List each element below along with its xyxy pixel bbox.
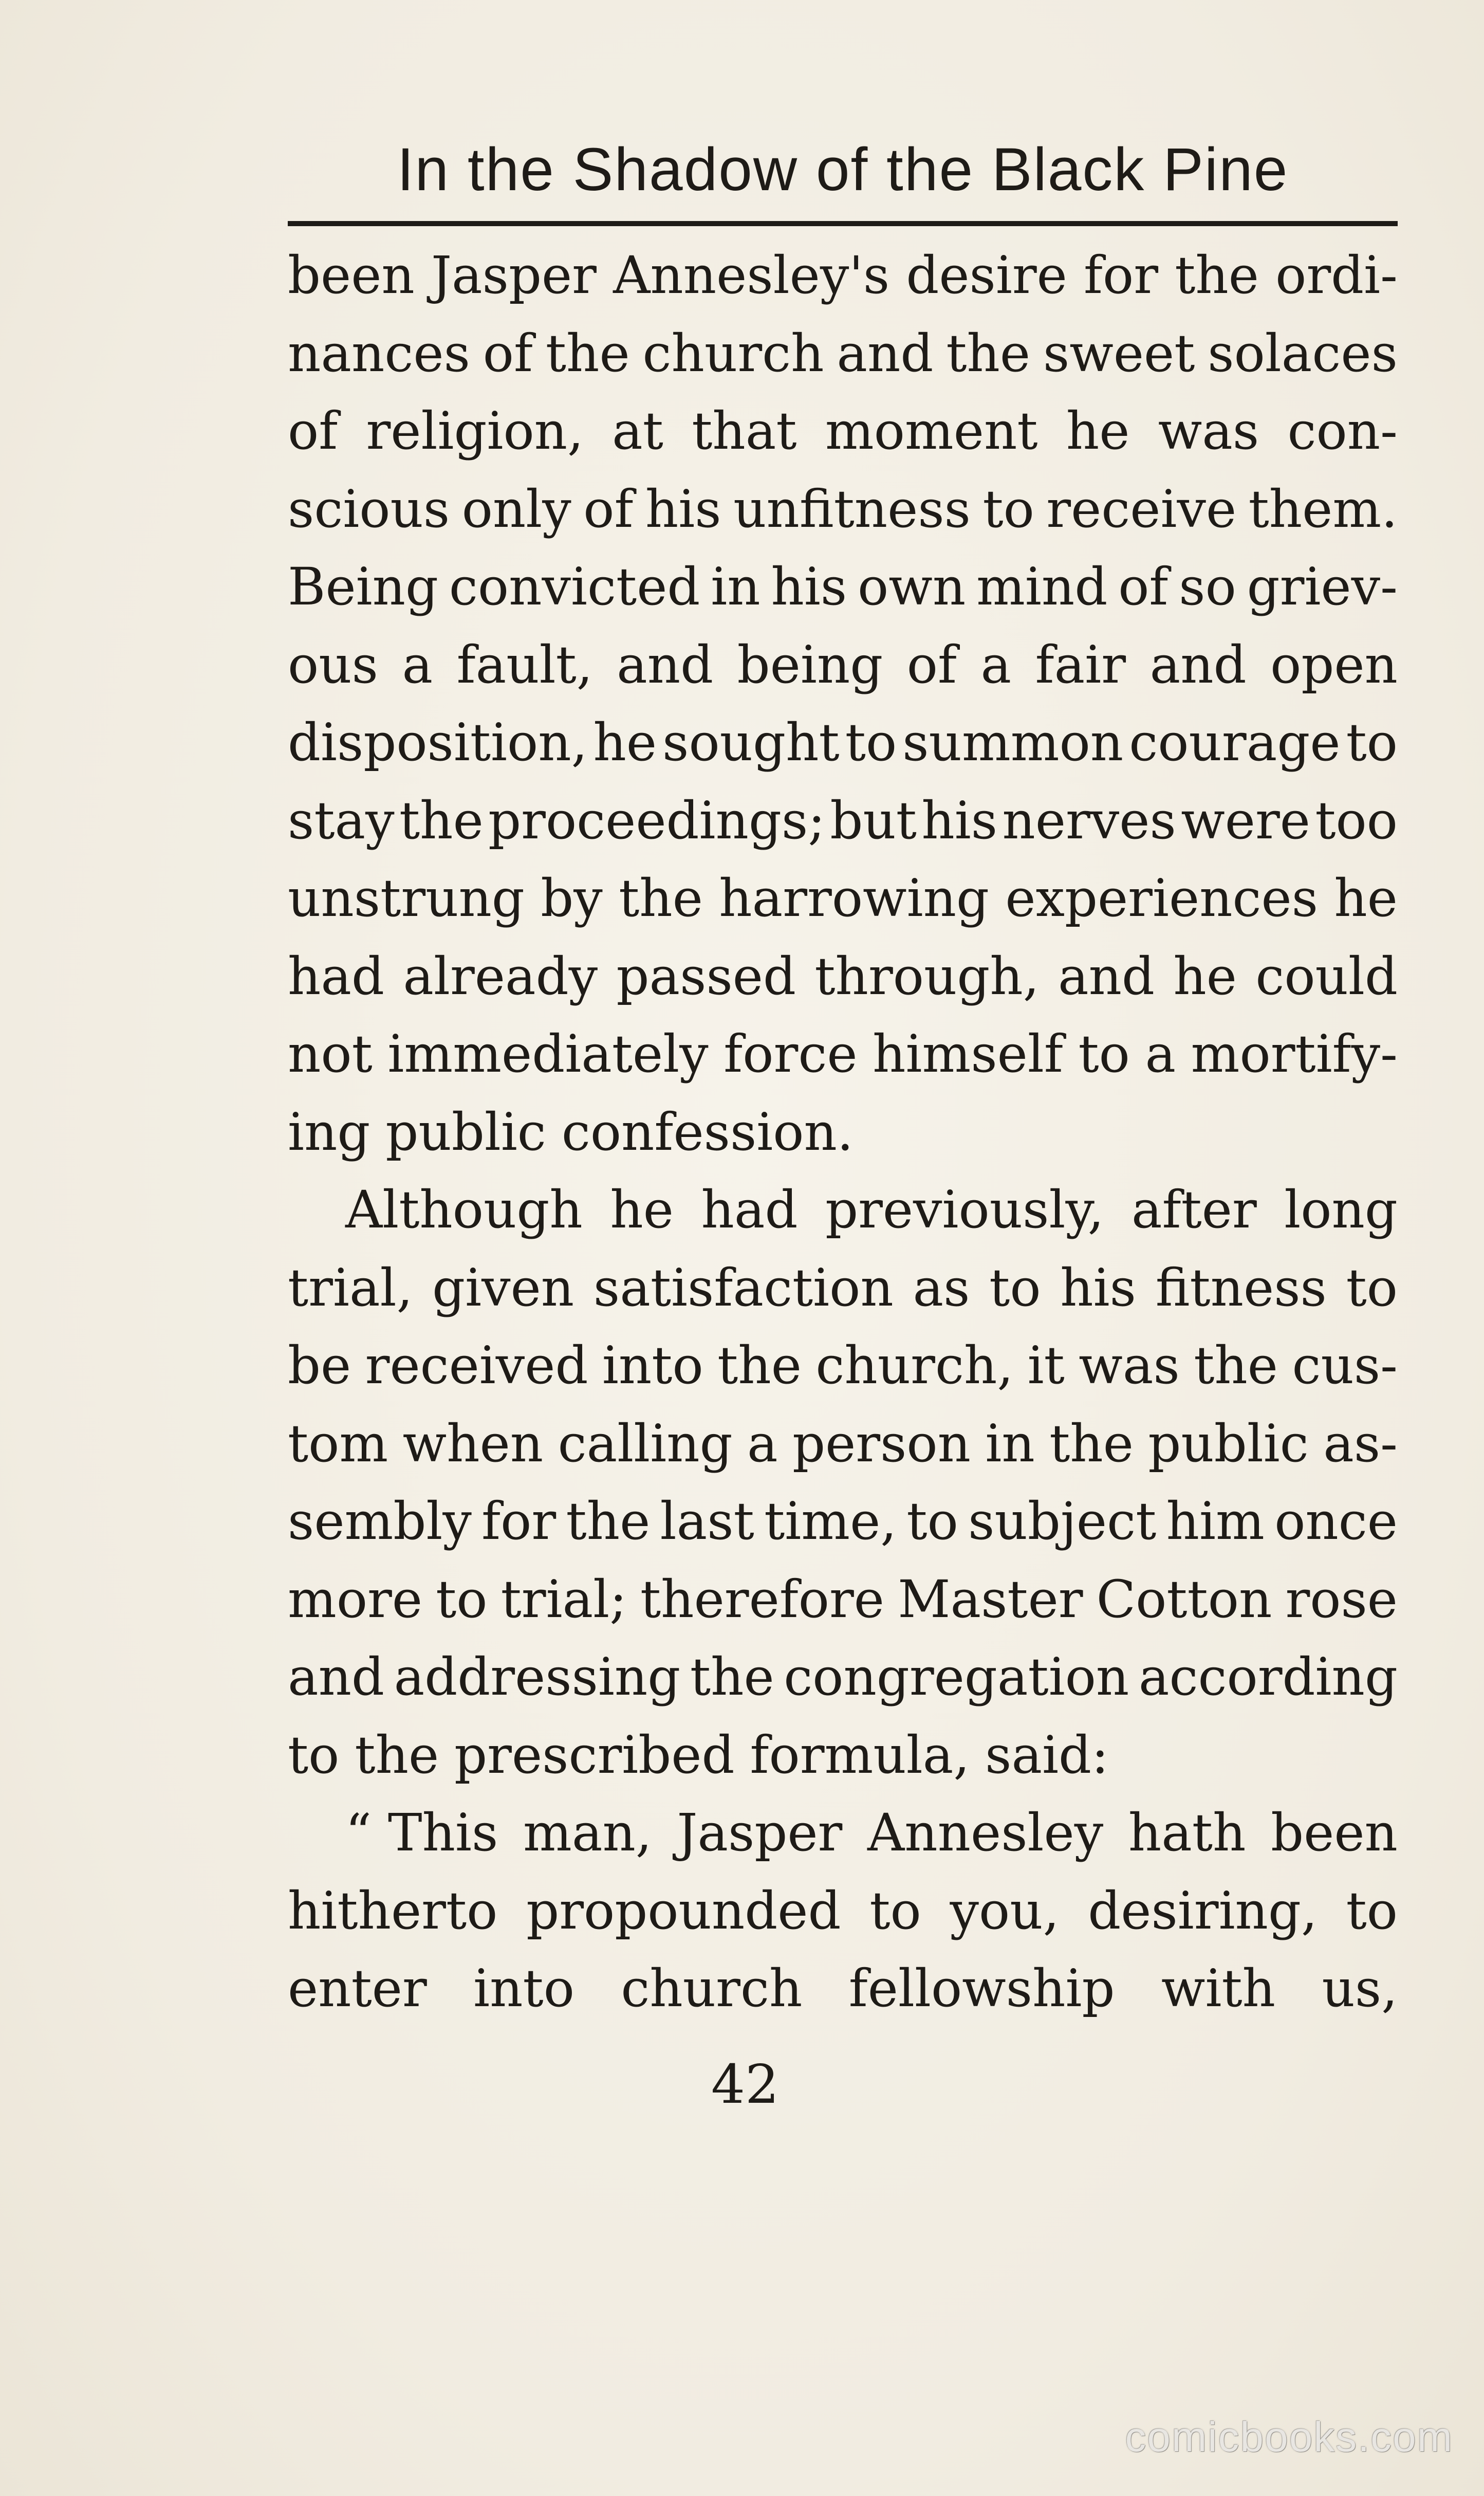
word: church [642, 323, 824, 383]
word: griev- [1247, 557, 1398, 617]
word: desire [906, 245, 1067, 305]
word: therefore [640, 1569, 884, 1629]
word: force [724, 1024, 858, 1084]
text-line [288, 236, 1398, 315]
word: he [610, 1180, 674, 1240]
word: long [1284, 1180, 1398, 1240]
word: already [403, 946, 598, 1006]
word: unfitness [733, 479, 971, 539]
word: into [602, 1335, 703, 1396]
word: and [1058, 946, 1155, 1006]
word: own [858, 557, 966, 617]
word: Annesley's [613, 245, 890, 305]
word: through, [814, 946, 1040, 1006]
word: cus- [1292, 1335, 1398, 1396]
watermark: comicbooks.com [1125, 2414, 1453, 2461]
word: the [946, 323, 1031, 383]
word: to [288, 1724, 340, 1785]
word: solaces [1208, 323, 1398, 383]
text-line [288, 859, 1398, 938]
word: his [645, 479, 721, 539]
word: stay [288, 790, 395, 851]
word: the [1194, 1335, 1278, 1396]
page-number: 42 [711, 2053, 780, 2116]
word: trial, [288, 1257, 413, 1318]
word: the [355, 1724, 439, 1785]
text-line [288, 1561, 1398, 1639]
word: Being [288, 557, 439, 617]
word: fellowship [848, 1958, 1115, 2018]
word: him [1166, 1491, 1265, 1551]
text-line [288, 1794, 1398, 1872]
word: and [617, 634, 714, 695]
word: too [1315, 790, 1398, 851]
word: he [593, 712, 657, 773]
word: public [385, 1102, 546, 1162]
word: harrowing [719, 868, 990, 928]
word: himself [873, 1024, 1063, 1084]
word: received [365, 1335, 588, 1396]
word: but [830, 790, 917, 851]
word: was [1158, 401, 1259, 461]
word: as [913, 1257, 970, 1318]
word: desiring, [1088, 1880, 1318, 1941]
word: the [399, 790, 484, 851]
word: according [1138, 1647, 1398, 1707]
word: the [545, 323, 630, 383]
word: that [692, 401, 797, 461]
word: proceedings; [488, 790, 825, 851]
word: not [288, 1024, 373, 1084]
word: immediately [387, 1024, 709, 1084]
word: trial; [500, 1569, 627, 1629]
word: when [402, 1413, 544, 1474]
word: the [566, 1491, 651, 1551]
word: had [701, 1180, 798, 1240]
word: he [1173, 946, 1237, 1006]
word: to [869, 1880, 921, 1941]
word: being [737, 634, 883, 695]
word: to [906, 1491, 958, 1551]
word: nerves [1002, 790, 1176, 851]
word: fault, [456, 634, 593, 695]
word: you, [950, 1880, 1060, 1941]
word: ous [288, 634, 378, 695]
word: nances [288, 323, 470, 383]
word: the [1175, 245, 1259, 305]
text-line [288, 782, 1398, 860]
text-line [288, 1249, 1398, 1327]
word: his [771, 557, 847, 617]
word: more [288, 1569, 423, 1629]
word: and [837, 323, 934, 383]
word: “ This [345, 1803, 498, 1863]
word: his [1060, 1257, 1136, 1318]
word: by [541, 868, 603, 928]
word: to [989, 1257, 1041, 1318]
word: fair [1035, 634, 1126, 695]
word: a [747, 1413, 778, 1474]
word: was [1079, 1335, 1180, 1396]
word: convicted [449, 557, 700, 617]
text-line [288, 548, 1398, 626]
word: hitherto [288, 1880, 498, 1941]
word: be [288, 1335, 351, 1396]
word: confession. [561, 1102, 854, 1162]
text-line [288, 704, 1398, 782]
word: receive [1046, 479, 1237, 539]
header-rule [288, 221, 1398, 226]
word: in [711, 557, 760, 617]
text-line [288, 626, 1398, 704]
word: rose [1285, 1569, 1398, 1629]
word: and [1149, 634, 1247, 695]
word: ing [288, 1102, 370, 1162]
text-line [288, 1716, 1398, 1794]
word: to [1346, 1880, 1398, 1941]
word: of [1118, 557, 1168, 617]
word: mind [976, 557, 1108, 617]
word: sought [662, 712, 840, 773]
word: religion, [366, 401, 584, 461]
word: Cotton [1096, 1569, 1272, 1629]
word: time, [764, 1491, 897, 1551]
word: his [921, 790, 998, 851]
word: as- [1323, 1413, 1398, 1474]
word: moment [825, 401, 1038, 461]
word: Annesley [867, 1803, 1104, 1863]
word: the [1049, 1413, 1134, 1474]
word: to [845, 712, 897, 773]
word: a [402, 634, 433, 695]
word: courage [1129, 712, 1341, 773]
word: of [288, 401, 338, 461]
word: into [473, 1958, 574, 2018]
word: tom [288, 1413, 388, 1474]
body-text [288, 236, 1398, 2028]
word: subject [968, 1491, 1157, 1551]
text-line [288, 1638, 1398, 1716]
word: summon [902, 712, 1124, 773]
word: said: [985, 1724, 1109, 1785]
word: calling [558, 1413, 733, 1474]
word: propounded [526, 1880, 841, 1941]
word: given [432, 1257, 574, 1318]
text-line [288, 938, 1398, 1016]
word: public [1148, 1413, 1309, 1474]
word: a [980, 634, 1012, 695]
text-line [288, 315, 1398, 393]
word: Jasper [431, 245, 597, 305]
word: us, [1322, 1958, 1398, 2018]
word: scious [288, 479, 450, 539]
word: he [1066, 401, 1130, 461]
word: church, [815, 1335, 1014, 1396]
word: of [583, 479, 634, 539]
word: been [1271, 1803, 1398, 1863]
word: formula, [750, 1724, 970, 1785]
word: the [690, 1647, 774, 1707]
word: for [1083, 245, 1159, 305]
text-line [288, 1482, 1398, 1561]
word: experiences [1005, 868, 1319, 928]
word: to [1346, 712, 1398, 773]
word: to [982, 479, 1034, 539]
word: addressing [394, 1647, 681, 1707]
word: to [1078, 1024, 1130, 1084]
word: to [1346, 1257, 1398, 1318]
word: to [436, 1569, 488, 1629]
word: open [1270, 634, 1398, 695]
word: man, [523, 1803, 652, 1863]
word: it [1027, 1335, 1065, 1396]
word: fitness [1155, 1257, 1327, 1318]
word: Although [345, 1180, 583, 1240]
word: could [1255, 946, 1398, 1006]
word: for [481, 1491, 556, 1551]
word: prescribed [454, 1724, 735, 1785]
word: at [612, 401, 663, 461]
text-line [288, 1950, 1398, 2028]
word: and [288, 1647, 385, 1707]
text-line [288, 1093, 1398, 1171]
word: been [288, 245, 415, 305]
word: mortify- [1191, 1024, 1398, 1084]
word: them. [1248, 479, 1398, 539]
text-line [288, 1015, 1398, 1093]
text-line [288, 1171, 1398, 1249]
text-line [288, 1327, 1398, 1405]
word: congregation [784, 1647, 1129, 1707]
word: con- [1287, 401, 1398, 461]
word: of [906, 634, 957, 695]
word: unstrung [288, 868, 525, 928]
word: the [619, 868, 703, 928]
word: disposition, [288, 712, 588, 773]
word: once [1274, 1491, 1398, 1551]
word: had [288, 946, 385, 1006]
text-line [288, 392, 1398, 470]
word: he [1334, 868, 1398, 928]
word: were [1181, 790, 1310, 851]
word: a [1145, 1024, 1176, 1084]
word: ordi- [1275, 245, 1398, 305]
word: the [717, 1335, 802, 1396]
word: satisfaction [593, 1257, 894, 1318]
word: passed [616, 946, 796, 1006]
word: previously, [825, 1180, 1104, 1240]
text-line [288, 1872, 1398, 1950]
word: last [660, 1491, 754, 1551]
word: enter [288, 1958, 427, 2018]
word: Master [898, 1569, 1083, 1629]
word: church [621, 1958, 803, 2018]
word: sweet [1043, 323, 1195, 383]
text-line [288, 1405, 1398, 1483]
word: in [985, 1413, 1035, 1474]
word: Jasper [677, 1803, 843, 1863]
word: person [792, 1413, 971, 1474]
word: only [461, 479, 571, 539]
word: so [1179, 557, 1236, 617]
running-head: In the Shadow of the Black Pine [397, 136, 1289, 204]
word: after [1131, 1180, 1257, 1240]
word: of [483, 323, 533, 383]
word: hath [1128, 1803, 1246, 1863]
text-line [288, 470, 1398, 548]
word: with [1161, 1958, 1276, 2018]
word: sembly [288, 1491, 472, 1551]
